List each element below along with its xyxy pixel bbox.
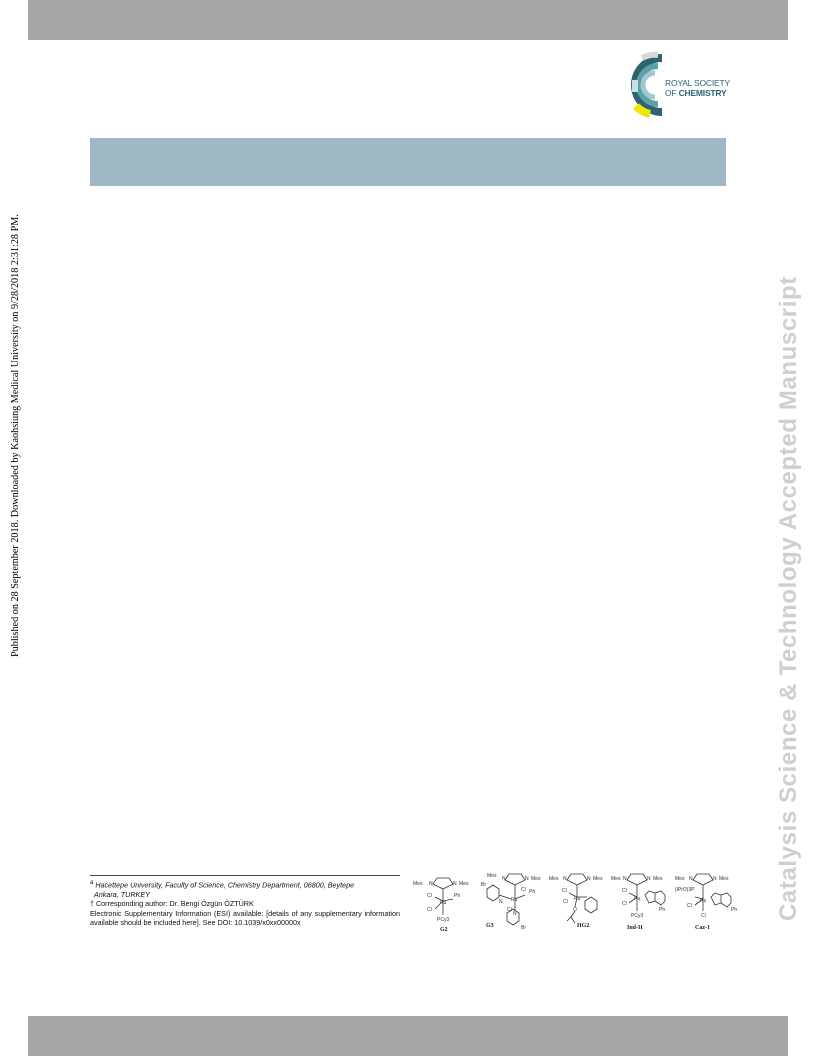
corresponding-author: † Corresponding author: Dr. Bengi Özgün ÖZTÜRK xyxy=(90,899,254,909)
g2-atom-ru: Ru xyxy=(440,900,447,906)
g2-atom-mes-right: Mes xyxy=(459,881,469,887)
affiliation-footnote xyxy=(90,879,400,899)
g3-atom-n-pyridine: N xyxy=(499,899,503,905)
ind-ii-atom-cl-top: Cl xyxy=(622,888,627,894)
ind-ii-atom-pcy3: PCy3 xyxy=(631,913,644,919)
esi-footnote: Electronic Supplementary Information (ESI) available: [details of any supplementary information available should be included here]. See DOI: 10.1039/x0xx00000x xyxy=(90,908,400,928)
structure-hg2 xyxy=(549,867,609,957)
caz-1-atom-n-left: N xyxy=(689,876,693,882)
structure-g3 xyxy=(477,867,553,957)
g3-atom-cl-bottom: Cl xyxy=(507,907,512,913)
caz-1-atom-cl-bottom: Cl xyxy=(701,913,706,919)
structure-g2 xyxy=(413,867,475,957)
rsc-logo[interactable] xyxy=(628,50,738,120)
caz-1-atom-mes-left: Mes xyxy=(675,876,685,882)
logo-text-line2 xyxy=(665,88,727,98)
hg2-atom-n-left: N xyxy=(563,876,567,882)
caz-1-atom-ph: Ph xyxy=(731,907,738,913)
structure-hg2-label: HG2 xyxy=(577,923,590,929)
ind-ii-atom-ph: Ph xyxy=(659,907,666,913)
structure-ind-ii-drawing-icon xyxy=(611,867,675,957)
g3-atom-mes-left: Mes xyxy=(487,873,497,879)
g3-atom-mes-right: Mes xyxy=(531,876,541,882)
ind-ii-atom-mes-left: Mes xyxy=(611,876,621,882)
caz-1-atom-phosphite: (iPrO)3P xyxy=(675,887,695,893)
hg2-atom-cl-bottom: Cl xyxy=(563,899,568,905)
published-download-stamp: Published on 28 September 2018. Downloaded by Kaohsiung Medical University on 9/28/2018 2:31:28 PM. xyxy=(10,214,21,657)
footnotes xyxy=(90,879,400,927)
logo-text-bold: CHEMISTRY xyxy=(678,88,727,98)
hg2-atom-n-right: N xyxy=(587,876,591,882)
catalyst-structures-figure xyxy=(413,867,743,957)
structure-g3-label: G3 xyxy=(486,923,494,929)
g3-atom-ph: Ph xyxy=(529,889,536,895)
structure-hg2-drawing-icon xyxy=(549,867,609,957)
g3-atom-n-right: N xyxy=(525,876,529,882)
caz-1-atom-ru: Ru xyxy=(700,898,707,904)
structure-g2-drawing-icon xyxy=(413,867,475,957)
accepted-manuscript-watermark: Catalysis Science & Technology Accepted Manuscript xyxy=(775,276,802,921)
g2-atom-pcy3: PCy3 xyxy=(437,917,450,923)
hg2-atom-cl-top: Cl xyxy=(562,888,567,894)
ind-ii-atom-n-left: N xyxy=(623,876,627,882)
g2-atom-n-left: N xyxy=(429,881,433,887)
g3-atom-br-bottom: Br xyxy=(521,925,526,931)
ind-ii-atom-mes-right: Mes xyxy=(653,876,663,882)
hg2-atom-mes-left: Mes xyxy=(549,876,559,882)
g2-atom-cl-bottom: Cl xyxy=(427,907,432,913)
logo-text-prefix: OF xyxy=(665,88,679,98)
caz-1-atom-cl-left: Cl xyxy=(687,903,692,909)
structure-caz-1-drawing-icon xyxy=(675,867,743,957)
structure-caz-1-label: Caz-1 xyxy=(695,925,710,931)
top-header-band xyxy=(28,0,788,40)
ind-ii-atom-cl-bottom: Cl xyxy=(622,901,627,907)
affiliation-line2: Ankara, TURKEY xyxy=(94,889,150,899)
g3-atom-n-left: N xyxy=(502,876,506,882)
g2-atom-cl-top: Cl xyxy=(427,893,432,899)
caz-1-atom-mes-right: Mes xyxy=(719,876,729,882)
footnote-separator xyxy=(90,875,400,876)
g2-atom-n-right: N xyxy=(453,881,457,887)
title-band xyxy=(90,138,726,186)
hg2-atom-mes-right: Mes xyxy=(593,876,603,882)
g3-atom-n-bottom: N xyxy=(513,911,517,917)
hg2-atom-ru: Ru xyxy=(574,896,581,902)
structure-ind-ii xyxy=(611,867,675,957)
caz-1-atom-n-right: N xyxy=(713,876,717,882)
g2-atom-mes-left: Mes xyxy=(413,881,423,887)
bottom-footer-band xyxy=(28,1016,788,1056)
structure-g3-drawing-icon xyxy=(477,867,553,957)
affiliation-line1: Hacettepe University, Faculty of Science, Chemistry Department, 06800, Beytepe xyxy=(95,880,355,890)
structure-caz-1 xyxy=(675,867,743,957)
affiliation-marker: a xyxy=(90,880,94,886)
ind-ii-atom-ru: Ru xyxy=(634,896,641,902)
g3-atom-br-top: Br xyxy=(481,882,486,888)
g3-atom-ru: Ru xyxy=(511,897,518,903)
ind-ii-atom-n-right: N xyxy=(647,876,651,882)
g3-atom-cl-top: Cl xyxy=(521,887,526,893)
structure-ind-ii-label: Ind-II xyxy=(627,925,643,931)
g2-atom-ph: Ph xyxy=(454,893,461,899)
structure-g2-label: G2 xyxy=(440,927,448,933)
logo-text-line1: ROYAL SOCIETY xyxy=(665,78,730,88)
hg2-atom-o: O xyxy=(573,907,577,913)
